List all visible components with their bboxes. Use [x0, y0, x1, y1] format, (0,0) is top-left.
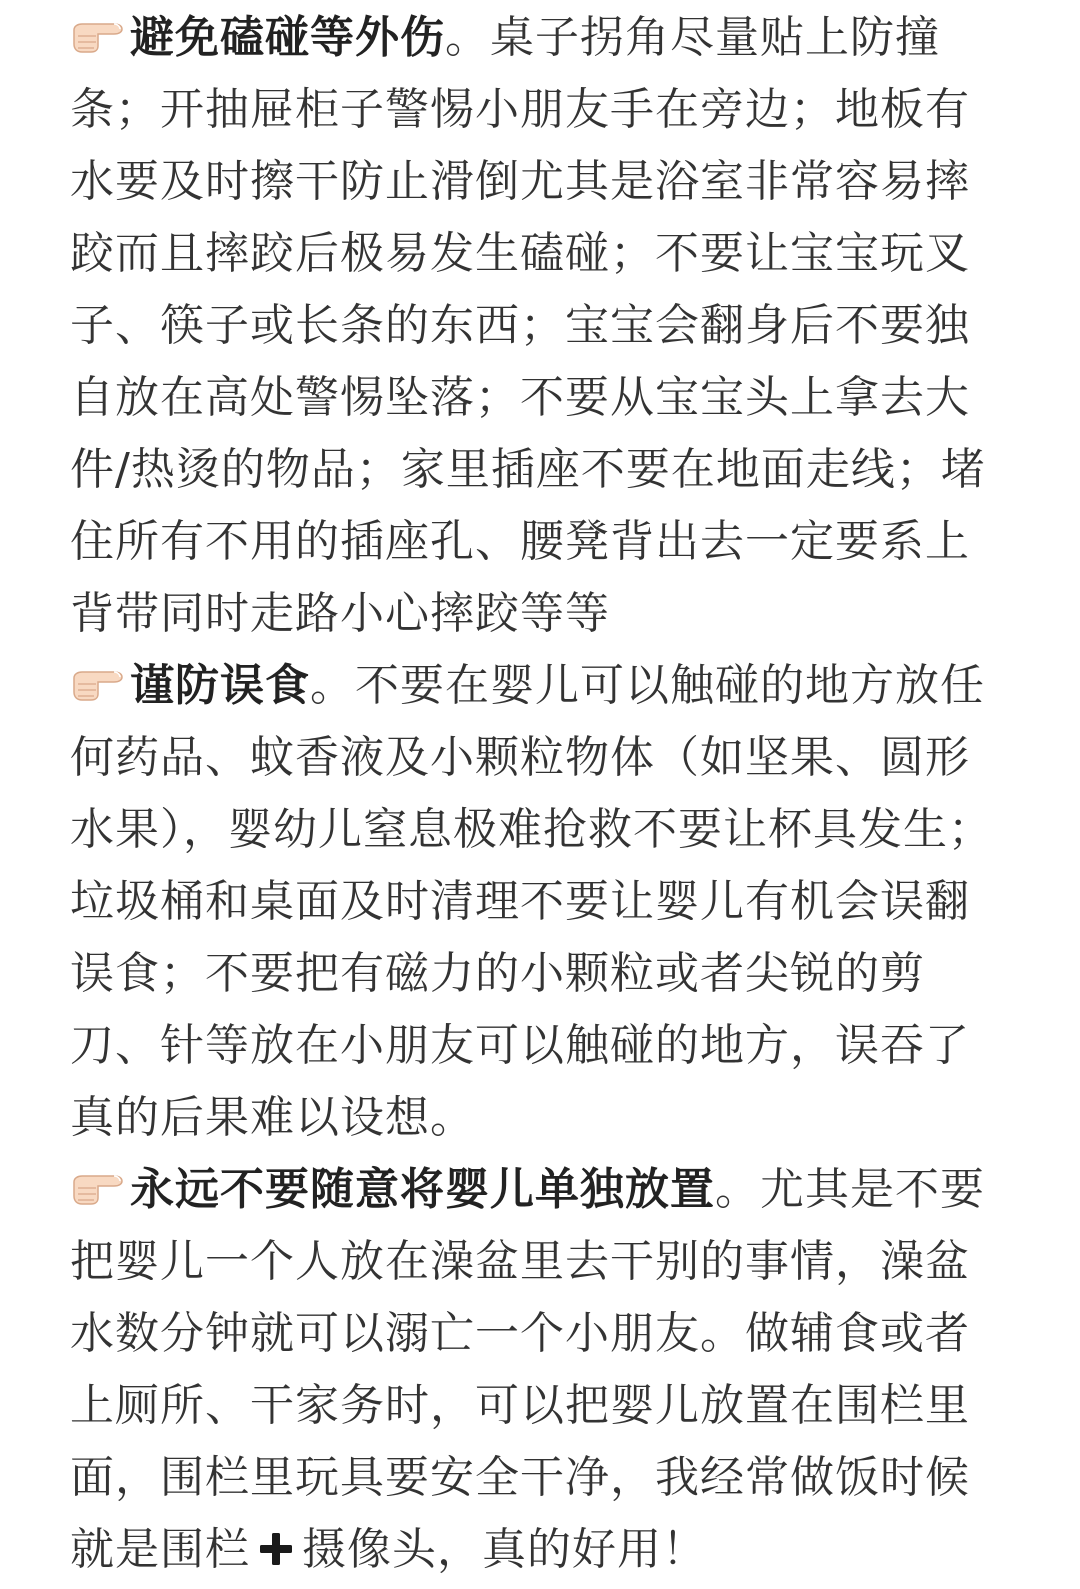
pointing-hand-icon — [70, 6, 126, 46]
tip-paragraph-injury — [70, 2, 1000, 650]
pointing-hand-icon — [70, 654, 126, 694]
pointing-hand-icon — [70, 1158, 126, 1198]
tip-title: 避免磕碰等外伤 — [130, 12, 445, 63]
tip-body: 。尤其是不要把婴儿一个人放在澡盆里去干别的事情，澡盆水数分钟就可以溺亡一个小朋友。做辅食或者上厕所、干家务时，可以把婴儿放置在围栏里面，围栏里玩具要安全干净，我经常做饭时候就是围栏 — [70, 1164, 985, 1575]
tip-title: 永远不要随意将婴儿单独放置 — [130, 1164, 715, 1215]
tip-paragraph-supervision — [70, 1154, 1000, 1586]
plus-icon — [258, 1517, 294, 1553]
tip-body: 。不要在婴儿可以触碰的地方放任何药品、蚊香液及小颗粒物体（如坚果、圆形水果），婴幼儿窒息极难抢救不要让杯具发生；垃圾桶和桌面及时清理不要让婴儿有机会误翻误食；不要把有磁力的小颗粒或者尖锐的剪刀、针等放在小朋友可以触碰的地方，误吞了真的后果难以设想。 — [70, 660, 993, 1143]
tip-paragraph-ingestion — [70, 650, 1000, 1154]
tip-body-ending: 摄像头，真的好用！ — [302, 1524, 707, 1575]
tip-body: 。桌子拐角尽量贴上防撞条；开抽屉柜子警惕小朋友手在旁边；地板有水要及时擦干防止滑倒尤其是浴室非常容易摔跤而且摔跤后极易发生磕碰；不要让宝宝玩叉子、筷子或长条的东西；宝宝会翻身后不要独自放在高处警惕坠落；不要从宝宝头上拿去大件/热烫的物品；家里插座不要在地面走线；堵住所有不用的插座孔、腰凳背出去一定要系上背带同时走路小心摔跤等等 — [70, 12, 986, 639]
article-body — [70, 2, 1000, 1586]
tip-title: 谨防误食 — [130, 660, 310, 711]
